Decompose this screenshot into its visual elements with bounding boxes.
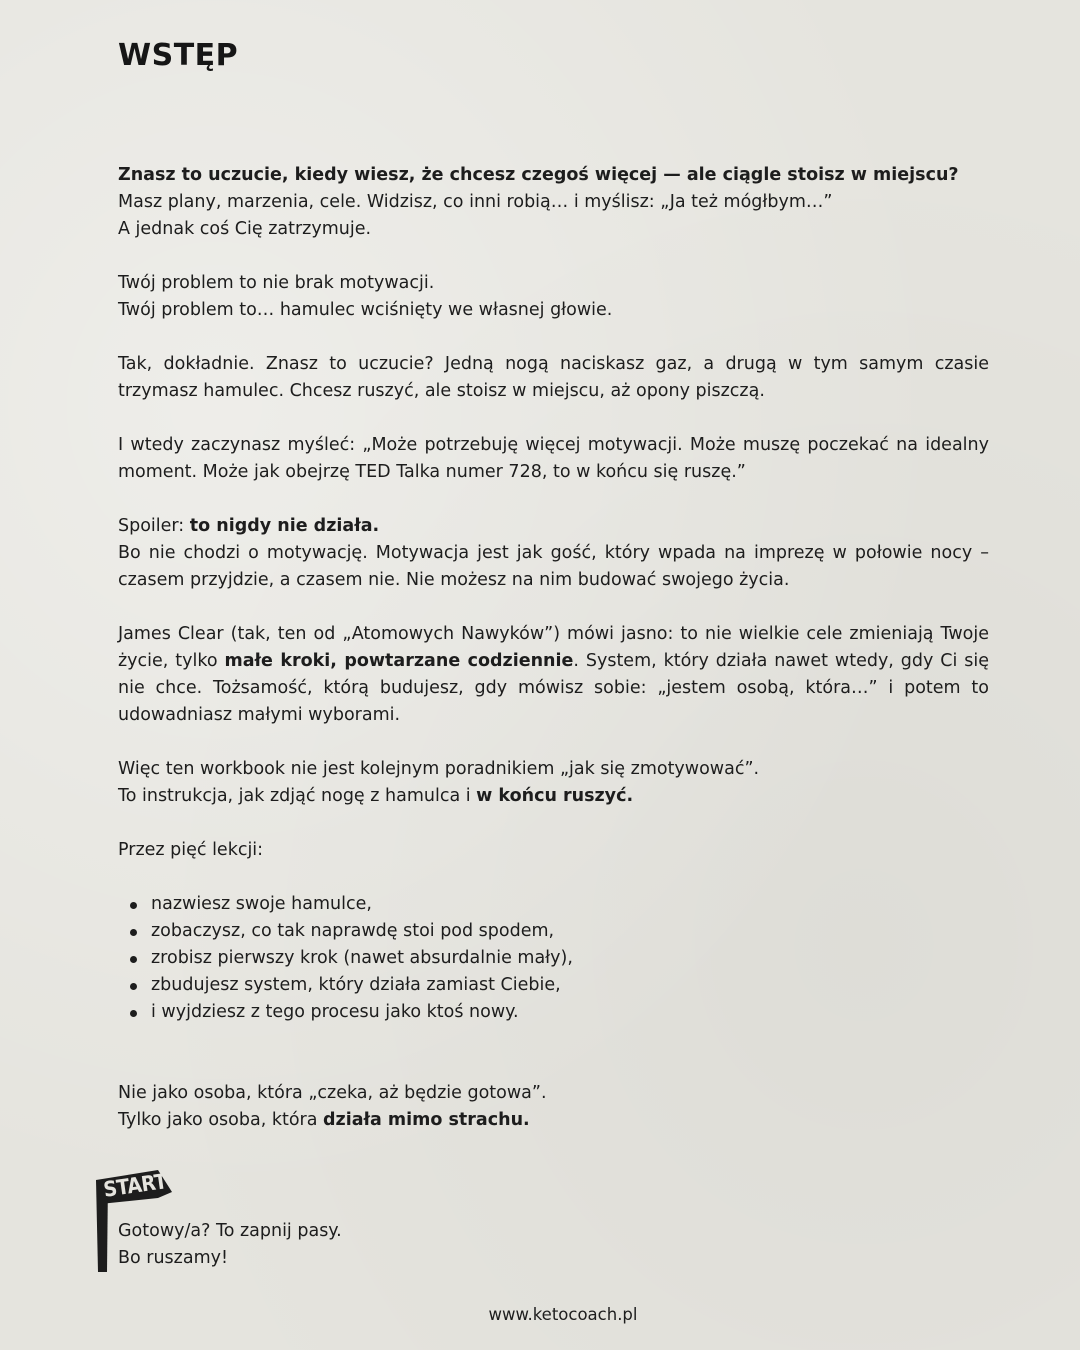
james-clear-paragraph <box>118 621 989 729</box>
footer-url: www.ketocoach.pl <box>488 1305 638 1324</box>
spacer <box>118 1053 989 1080</box>
list-item: zobaczysz, co tak naprawdę stoi pod spodem, <box>151 918 989 945</box>
list-item: i wyjdziesz z tego procesu jako ktoś nowy. <box>151 999 989 1026</box>
spoiler-body: Bo nie chodzi o motywację. Motywacja jest jak gość, który wpada na imprezę w połowie nocy – czasem przyjdzie, a czasem nie. Nie możesz na nim budować swojego życia. <box>118 543 989 590</box>
clear-bold: małe kroki, powtarzane codziennie <box>224 651 574 671</box>
list-item: nazwiesz swoje hamulce, <box>151 891 989 918</box>
outro <box>118 1218 342 1272</box>
problem-paragraph <box>118 270 989 324</box>
intro-question: Znasz to uczucie, kiedy wiesz, że chcesz czegoś więcej — ale ciągle stoisz w miejscu? <box>118 165 959 185</box>
problem-line-1: Twój problem to nie brak motywacji. <box>118 273 435 293</box>
outro-line-2: Bo ruszamy! <box>118 1248 229 1268</box>
intro-content <box>118 162 989 1161</box>
problem-line-2: Twój problem to… hamulec wciśnięty we własnej głowie. <box>118 300 613 320</box>
outro-line-1: Gotowy/a? To zapnij pasy. <box>118 1221 342 1241</box>
lessons-list <box>118 891 989 1026</box>
workbook-line-2-bold: w końcu ruszyć. <box>476 786 634 806</box>
intro-line-3: A jednak coś Cię zatrzymuje. <box>118 219 372 239</box>
list-item: zbudujesz system, który działa zamiast Ciebie, <box>151 972 989 999</box>
gas-paragraph: Tak, dokładnie. Znasz to uczucie? Jedną nogą naciskasz gaz, a drugą w tym samym czasie trzymasz hamulec. Chcesz ruszyć, ale stoisz w miejscu, aż opony piszczą. <box>118 354 989 401</box>
spoiler-prefix: Spoiler: <box>118 516 190 536</box>
workbook-paragraph <box>118 756 989 810</box>
workbook-line-1: Więc ten workbook nie jest kolejnym poradnikiem „jak się zmotywować”. <box>118 759 760 779</box>
closing-line-2-prefix: Tylko jako osoba, która <box>118 1110 324 1130</box>
closing-paragraph <box>118 1080 989 1134</box>
spoiler-paragraph <box>118 513 989 594</box>
clear-part-2: . System, który działa nawet wtedy, gdy Ci się nie chce. Tożsamość, którą budujesz, gdy mówisz sobie: „jestem osobą, która…” i potem to udowadniasz małymi wyborami. <box>118 651 990 725</box>
intro-paragraph <box>118 162 989 243</box>
clear-part-1: James Clear (tak, ten od „Atomowych Nawyków”) mówi jasno: to nie wielkie cele zmieniają Twoje życie, tylko <box>118 624 989 671</box>
list-item: zrobisz pierwszy krok (nawet absurdalnie mały), <box>151 945 989 972</box>
page-title: WSTĘP <box>118 38 239 73</box>
think-paragraph: I wtedy zaczynasz myśleć: „Może potrzebuję więcej motywacji. Może muszę poczekać na idealny moment. Może jak obejrzę TED Talka numer 728, to w końcu się ruszę.” <box>118 435 989 482</box>
intro-line-2: Masz plany, marzenia, cele. Widzisz, co inni robią… i myślisz: „Ja też mógłbym…” <box>118 192 833 212</box>
workbook-line-2-prefix: To instrukcja, jak zdjąć nogę z hamulca i <box>118 786 477 806</box>
closing-line-1: Nie jako osoba, która „czeka, aż będzie gotowa”. <box>118 1083 547 1103</box>
lessons-intro: Przez pięć lekcji: <box>118 840 264 860</box>
start-flag-label: START <box>102 1169 169 1202</box>
spoiler-bold: to nigdy nie działa. <box>189 516 380 536</box>
closing-line-2-bold: działa mimo strachu. <box>323 1110 530 1130</box>
